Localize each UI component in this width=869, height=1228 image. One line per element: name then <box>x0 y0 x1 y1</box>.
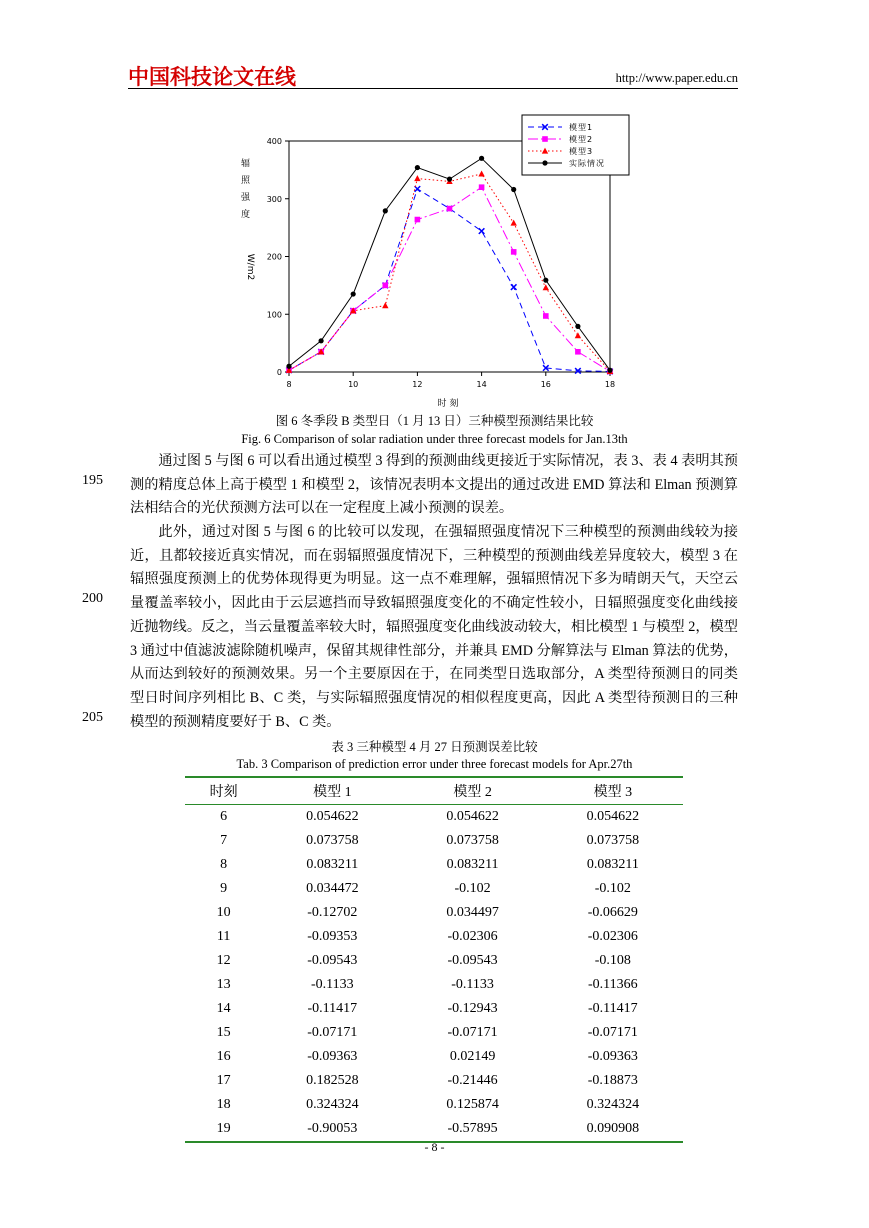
legend-label-4: 实际情况 <box>569 159 605 168</box>
table-row <box>185 1045 683 1069</box>
data-point-series-4 <box>447 177 452 182</box>
cell-time: 14 <box>216 1001 231 1016</box>
cell-time: 10 <box>216 905 231 920</box>
cell-time: 9 <box>220 881 228 896</box>
table-row <box>185 877 683 901</box>
cell-model-2: 0.034497 <box>446 905 499 920</box>
cell-model-2: -0.1133 <box>451 977 494 992</box>
cell-model-2: -0.102 <box>454 881 491 896</box>
line-number: 205 <box>82 710 103 725</box>
table-caption-en: Tab. 3 Comparison of prediction error under three forecast models for Apr.27th <box>236 757 633 771</box>
data-point-series-4 <box>511 187 516 192</box>
table-row <box>185 949 683 973</box>
cell-model-1: -0.09353 <box>307 929 358 944</box>
y-tick-label: 100 <box>266 310 282 320</box>
data-point-series-3 <box>478 171 484 177</box>
legend-marker-2 <box>542 136 548 142</box>
cell-time: 11 <box>216 929 231 944</box>
legend-label-2: 模型2 <box>569 135 594 144</box>
header-time: 时刻 <box>185 777 262 805</box>
data-point-series-4 <box>575 324 580 329</box>
cell-model-1: -0.07171 <box>307 1025 358 1040</box>
cell-model-3: 0.054622 <box>586 809 640 824</box>
table-row <box>185 901 683 925</box>
table-row <box>185 1117 683 1142</box>
x-tick-label: 16 <box>540 380 551 389</box>
data-point-series-2 <box>543 313 549 319</box>
data-point-series-3 <box>511 220 517 226</box>
data-point-series-4 <box>383 208 388 213</box>
y-axis-unit: W/m2 <box>245 253 255 281</box>
cell-model-1: -0.09363 <box>307 1049 358 1064</box>
table-row <box>185 829 683 853</box>
series-line-1 <box>289 189 610 371</box>
cell-model-3: 0.324324 <box>586 1097 640 1112</box>
cell-model-3: -0.108 <box>594 953 631 968</box>
cell-model-1: 0.034472 <box>306 881 359 896</box>
prediction-error-table <box>185 776 683 1143</box>
cell-model-2: -0.57895 <box>402 1117 542 1142</box>
cell-time: 18 <box>216 1097 231 1112</box>
cell-model-1: -0.1133 <box>311 977 354 992</box>
cell-time: 16 <box>216 1049 231 1064</box>
y-tick-label: 400 <box>266 137 282 146</box>
cell-model-2: 0.125874 <box>446 1097 499 1112</box>
cell-model-2: 0.02149 <box>449 1049 496 1064</box>
table-row <box>185 805 683 830</box>
cell-model-1: -0.90053 <box>262 1117 402 1142</box>
cell-model-3: -0.02306 <box>587 929 638 944</box>
paragraph-2: 此外，通过对图 5 与图 6 的比较可以发现，在强辐照强度情况下三种模型的预测曲线较为接近，且都较接近真实情况，而在弱辐照强度情况下，三种模型的预测曲线差异度较大，模型 3 在辐照强度预测上的优势体现得更为明显。这一点不难理解，强辐照情况下多为晴朗天气，天空云量覆盖率较小，因此由于云层遮挡而导致辐照强度变化的不确定性较小，日辐照强度变化曲线接近抛物线。反之，当云量覆盖率较大时，辐照强度变化曲线波动较大，相比模型 1 与模型 2，模型 3 通过中值滤波滤除随机噪声，保留其规律性部分，并兼具 EMD 分解算法与 Elman 算法的优势，从而达到较好的预测效果。另一个主要原因在于，在同类型日选取部分，A 类型待预测日的同类型日时间序列相比 B、C 类，与实际辐照强度情况的相似程度更高，因此 A 类型待预测日的三种模型的预测精度要好于 B、C 类。 <box>130 524 738 730</box>
header-model-1: 模型 1 <box>262 777 402 805</box>
y-tick-label: 0 <box>276 368 282 377</box>
data-point-series-1 <box>479 228 485 234</box>
radiation-forecast-chart <box>230 112 650 412</box>
cell-time: 8 <box>220 857 228 872</box>
journal-url[interactable]: http://www.paper.edu.cn <box>615 71 738 85</box>
cell-model-3: -0.11366 <box>588 977 638 992</box>
data-point-series-4 <box>319 338 324 343</box>
data-point-series-4 <box>607 368 612 373</box>
cell-model-2: 0.054622 <box>446 809 499 824</box>
cell-time: 15 <box>216 1025 231 1040</box>
x-tick-label: 14 <box>476 380 487 389</box>
figure-caption-en: Fig. 6 Comparison of solar radiation under three forecast models for Jan.13th <box>241 432 628 446</box>
cell-model-3: -0.07171 <box>587 1025 638 1040</box>
data-point-series-2 <box>415 217 421 223</box>
cell-time: 17 <box>216 1073 231 1088</box>
data-point-series-2 <box>447 206 453 212</box>
table-header-row <box>185 777 683 805</box>
x-tick-label: 12 <box>412 380 423 389</box>
data-point-series-4 <box>286 364 291 369</box>
cell-model-1: -0.09543 <box>307 953 358 968</box>
table-row <box>185 1069 683 1093</box>
cell-model-1: 0.054622 <box>306 809 359 824</box>
cell-model-1: -0.12702 <box>307 905 358 920</box>
series-line-4 <box>289 158 610 370</box>
data-point-series-4 <box>479 156 484 161</box>
table-row <box>185 1093 683 1117</box>
cell-time: 13 <box>216 977 231 992</box>
table-row <box>185 997 683 1021</box>
table-row <box>185 925 683 949</box>
cell-model-3: -0.102 <box>594 881 631 896</box>
cell-model-3: -0.06629 <box>587 905 638 920</box>
cell-model-3: -0.18873 <box>587 1073 638 1088</box>
data-point-series-3 <box>382 302 388 308</box>
table-caption-cn: 表 3 三种模型 4 月 27 日预测误差比较 <box>331 740 538 754</box>
line-number: 195 <box>82 473 103 488</box>
cell-model-2: 0.073758 <box>446 833 499 848</box>
cell-model-3: 0.073758 <box>586 833 640 848</box>
header-model-3: 模型 3 <box>543 777 683 805</box>
cell-model-1: 0.083211 <box>306 857 359 872</box>
x-axis-label: 时刻 <box>437 399 462 409</box>
cell-model-3: 0.090908 <box>543 1117 683 1142</box>
series-line-3 <box>289 174 610 372</box>
data-point-series-3 <box>543 284 549 290</box>
series-line-2 <box>289 187 610 371</box>
table-row <box>185 973 683 997</box>
data-point-series-3 <box>575 332 581 338</box>
header-model-2: 模型 2 <box>402 777 542 805</box>
cell-time: 19 <box>185 1117 262 1142</box>
cell-model-3: 0.083211 <box>586 857 639 872</box>
plot-frame <box>289 141 610 372</box>
journal-logo: 中国科技论文在线 <box>128 65 296 89</box>
cell-time: 12 <box>216 953 231 968</box>
legend-marker-4 <box>542 160 547 165</box>
line-number: 200 <box>82 591 103 606</box>
x-tick-label: 18 <box>604 380 616 389</box>
cell-model-2: -0.09543 <box>447 953 498 968</box>
cell-model-2: -0.21446 <box>447 1073 498 1088</box>
cell-model-1: -0.11417 <box>307 1001 358 1016</box>
cell-model-3: -0.09363 <box>587 1049 638 1064</box>
header-divider <box>128 88 738 89</box>
cell-model-1: 0.182528 <box>306 1073 359 1088</box>
y-tick-label: 200 <box>266 252 282 262</box>
data-point-series-1 <box>511 284 517 290</box>
data-point-series-4 <box>351 291 356 296</box>
data-point-series-3 <box>414 175 420 181</box>
cell-model-1: 0.073758 <box>306 833 359 848</box>
data-point-series-2 <box>511 249 517 255</box>
page-number: - 8 - <box>424 1140 445 1154</box>
figure-caption-cn: 图 6 冬季段 B 类型日（1 月 13 日）三种模型预测结果比较 <box>275 414 594 428</box>
table-row <box>185 853 683 877</box>
x-tick-label: 10 <box>348 380 359 389</box>
data-point-series-2 <box>575 349 581 355</box>
data-point-series-2 <box>383 283 389 289</box>
cell-model-3: -0.11417 <box>588 1001 638 1016</box>
y-axis-label: 辐照强度 <box>239 158 249 226</box>
cell-model-2: -0.02306 <box>447 929 498 944</box>
y-tick-label: 300 <box>266 194 282 204</box>
cell-model-2: -0.07171 <box>447 1025 498 1040</box>
data-point-series-4 <box>543 278 548 283</box>
cell-time: 6 <box>220 809 228 824</box>
data-point-series-4 <box>415 165 420 170</box>
cell-model-2: -0.12943 <box>447 1001 498 1016</box>
legend-label-3: 模型3 <box>569 147 594 156</box>
cell-model-2: 0.083211 <box>446 857 499 872</box>
cell-model-1: 0.324324 <box>306 1097 359 1112</box>
paragraph-1: 通过图 5 与图 6 可以看出通过模型 3 得到的预测曲线更接近于实际情况，表 3、表 4 表明其预测的精度总体上高于模型 1 和模型 2，该情况表明本文提出的通过改进 EMD 算法和 Elman 预测算法相结合的光伏预测方法可以在一定程度上减小预测的误差。 <box>130 453 738 517</box>
data-point-series-2 <box>479 184 485 190</box>
table-row <box>185 1021 683 1045</box>
cell-time: 7 <box>220 833 228 848</box>
x-tick-label: 8 <box>286 380 292 389</box>
legend-label-1: 模型1 <box>569 123 594 132</box>
